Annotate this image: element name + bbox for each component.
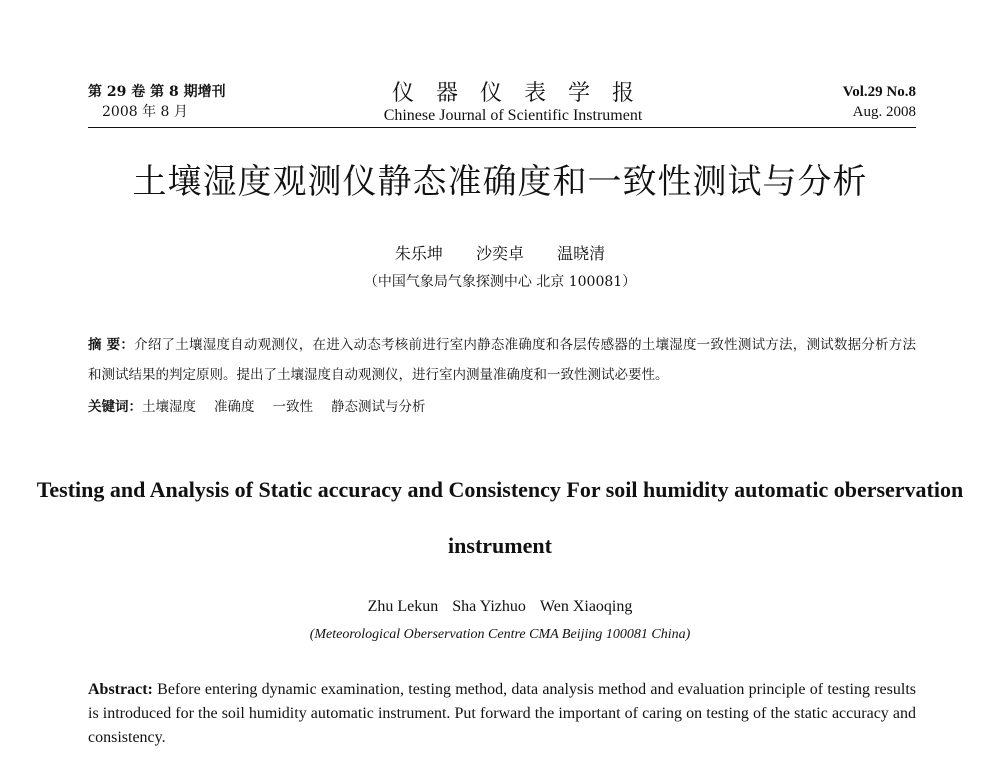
affiliation-en: (Meteorological Oberservation Centre CMA Beijing 100081 China) — [309, 627, 691, 642]
title-cn: 土壤湿度观测仪静态准确度和一致性测试与分析 — [132, 162, 868, 202]
keyword-cn: 准确度 — [214, 399, 255, 415]
author-en: Sha Yizhuo — [452, 598, 526, 615]
header-left — [88, 82, 288, 122]
author-en: Wen Xiaoqing — [539, 598, 633, 615]
keyword-cn: 静态测试与分析 — [331, 399, 426, 415]
date-en: Aug. 2008 — [852, 104, 916, 120]
volume-issue-en: Vol.29 No.8 — [842, 84, 916, 100]
header-right — [756, 82, 916, 122]
affiliation-cn: （中国气象局气象探测中心 北京 100081） — [363, 274, 637, 290]
abstract-cn-label: 摘 要： — [88, 337, 135, 353]
header-center — [378, 81, 656, 126]
abstract-en — [88, 678, 916, 750]
author-cn: 朱乐坤 — [394, 244, 443, 263]
date-cn: 2008 年 8 月 — [102, 104, 188, 120]
keyword-cn: 土壤湿度 — [142, 399, 196, 415]
abstract-cn-text: 介绍了土壤湿度自动观测仪，在进入动态考核前进行室内静态准确度和各层传感器的土壤湿度一致性测试方法，测试数据分析方法和测试结果的判定原则。提出了土壤湿度自动观测仪，进行室内测量准确度和一致性测试必要性。 — [88, 337, 917, 383]
volume-issue-cn: 第 29 卷 第 8 期增刊 — [88, 84, 226, 100]
author-cn: 温晓清 — [557, 244, 606, 263]
journal-name-en: Chinese Journal of Scientific Instrument — [383, 107, 643, 124]
keyword-cn: 一致性 — [272, 399, 313, 415]
abstract-en-label: Abstract: — [88, 681, 153, 698]
author-en: Zhu Lekun — [367, 598, 439, 615]
journal-name-cn: 仪器仪表学报 — [391, 81, 656, 106]
keywords-cn — [88, 395, 916, 419]
author-cn: 沙奕卓 — [475, 244, 524, 263]
authors-en — [0, 596, 1000, 618]
abstract-en-text: Before entering dynamic examination, testing method, data analysis method and evaluation principle of testing results is introduced for the soil humidity automatic instrument. Put forward the important of caring on testing of the static accuracy and consistency. — [88, 681, 917, 746]
title-en: Testing and Analysis of Static accuracy and Consistency For soil humidity automatic oberservation instrument — [36, 477, 964, 558]
keywords-cn-label: 关键词： — [88, 399, 142, 415]
running-header — [88, 82, 916, 130]
authors-cn — [0, 243, 1000, 265]
header-rule — [88, 127, 916, 128]
abstract-cn — [88, 330, 916, 390]
